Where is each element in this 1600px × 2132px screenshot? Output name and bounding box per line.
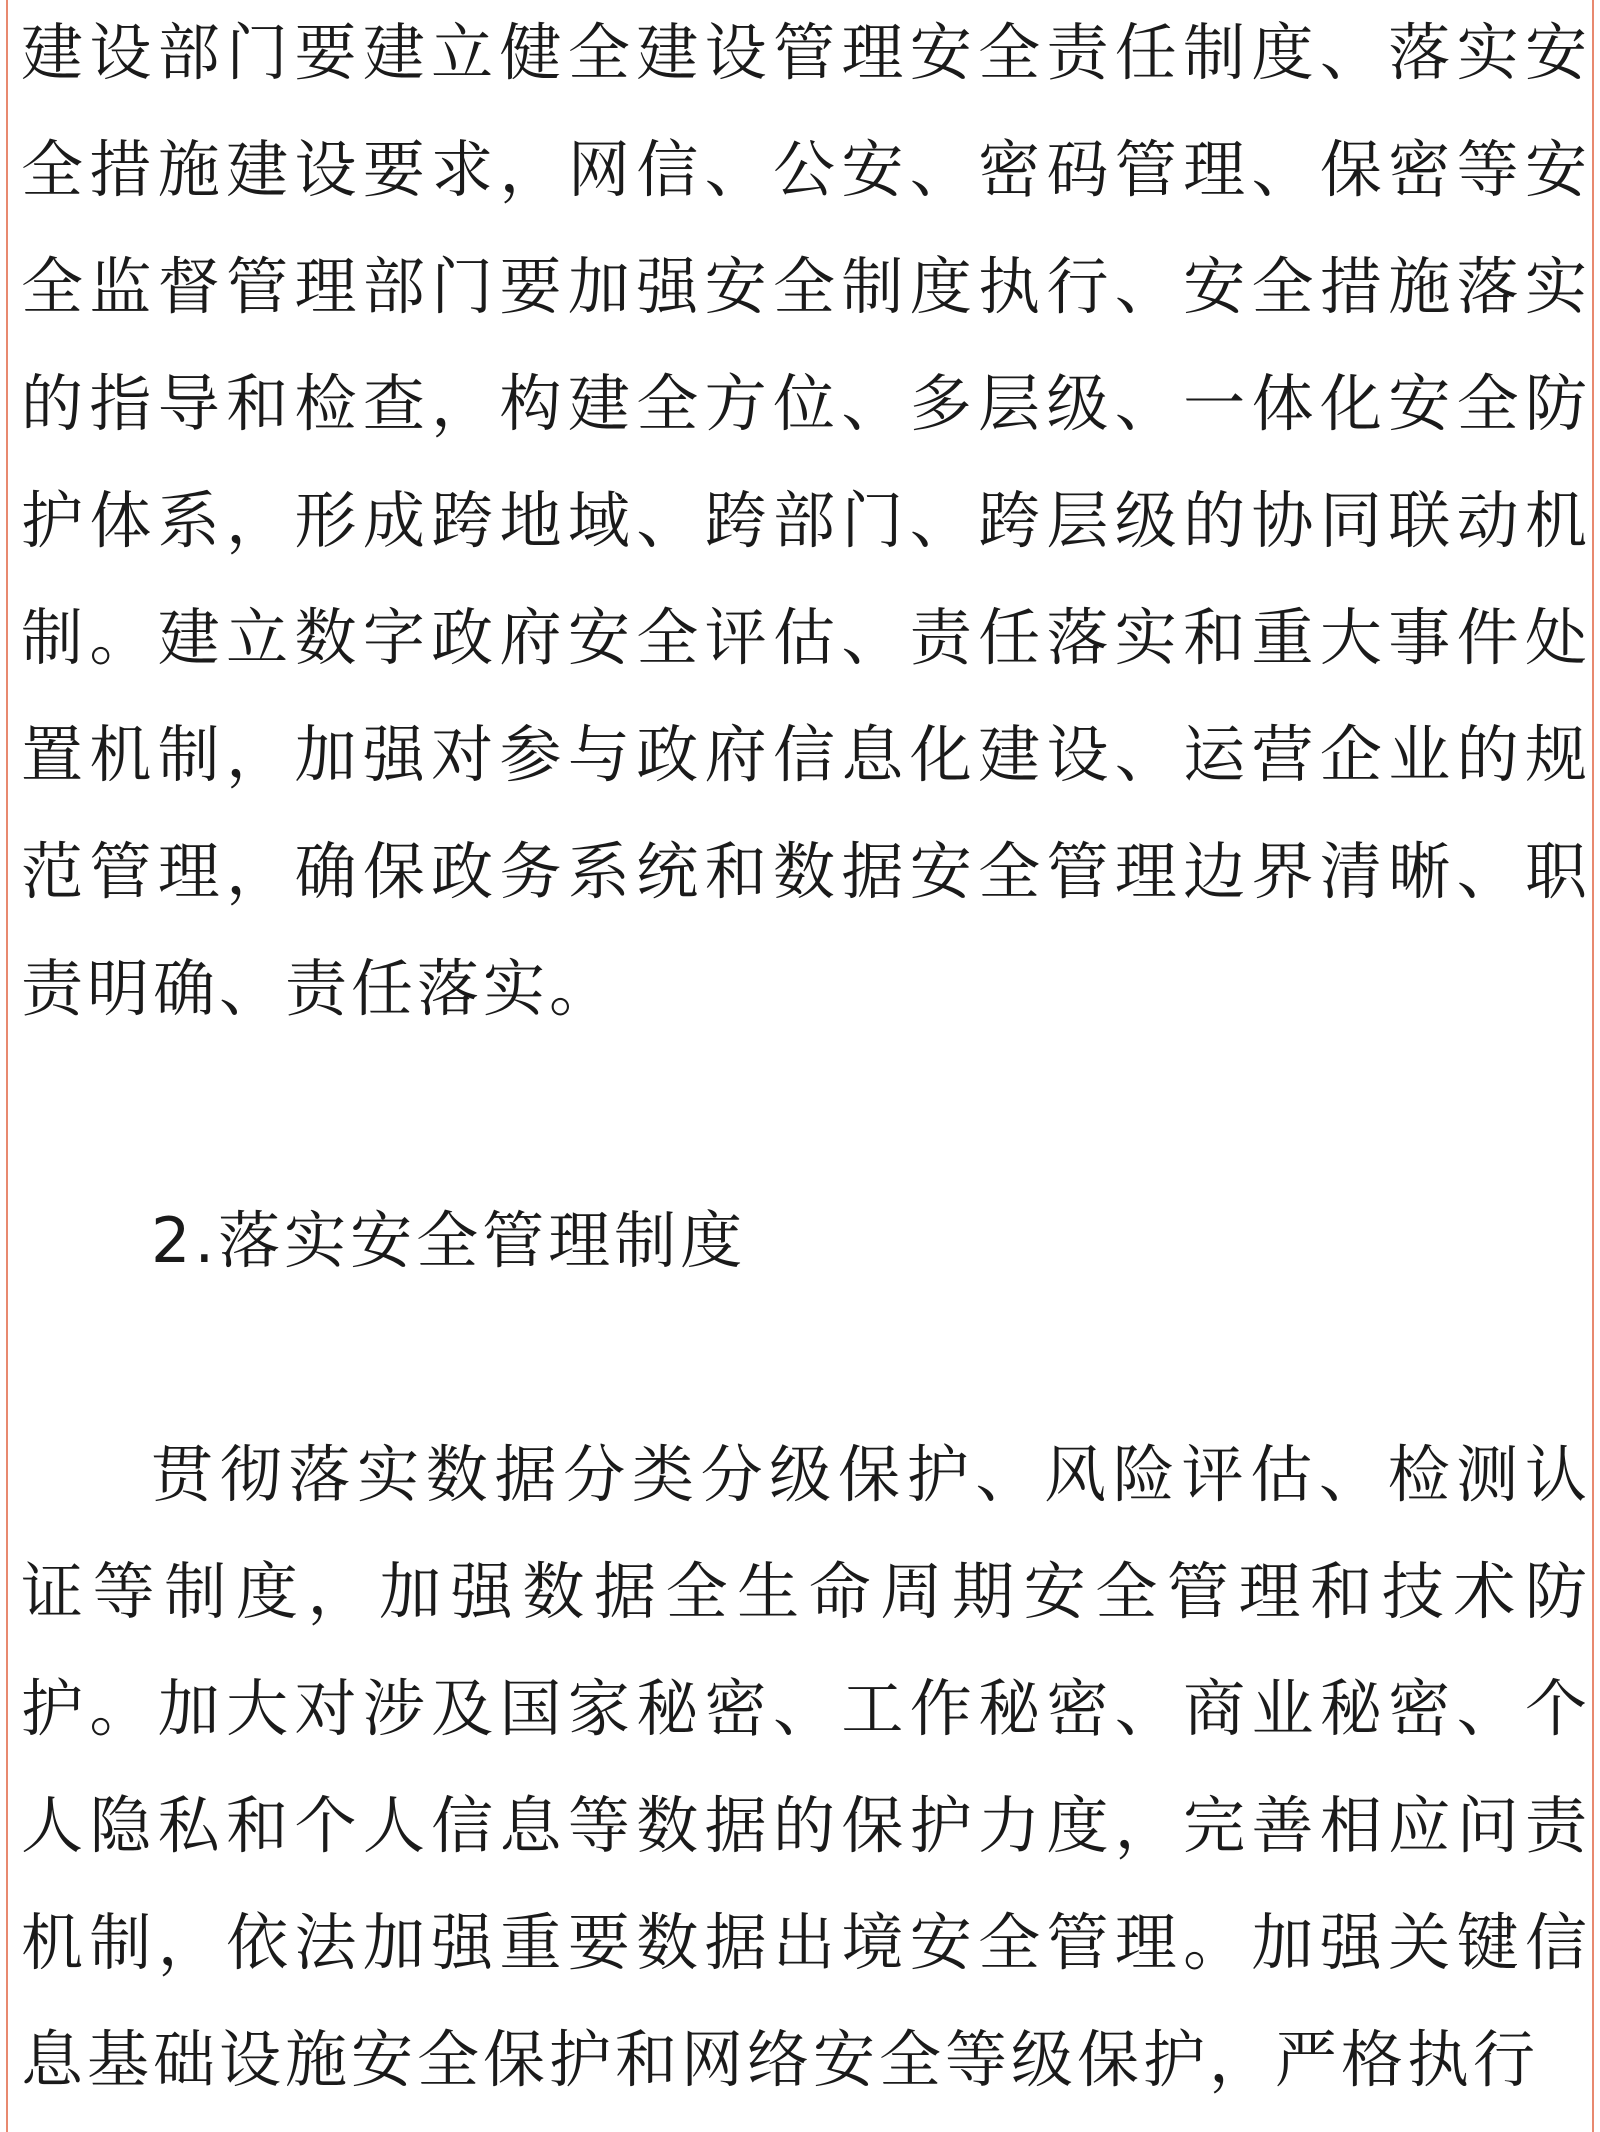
section-heading: 2.落实安全管理制度 — [151, 1204, 747, 1277]
document-page — [6, 0, 1594, 2132]
body-paragraph-1: 建设部门要建立健全建设管理安全责任制度、落实安全措施建设要求，网信、公安、密码管理、保密等安全监督管理部门要加强安全制度执行、安全措施落实的指导和检查，构建全方位、多层级、一体化安全防护体系，形成跨地域、跨部门、跨层级的协同联动机制。建立数字政府安全评估、责任落实和重大事件处置机制，加强对参与政府信息化建设、运营企业的规范管理，确保政务系统和数据安全管理边界清晰、职责明确、责任落实。 — [21, 16, 1591, 1025]
body-paragraph-2: 贯彻落实数据分类分级保护、风险评估、检测认证等制度，加强数据全生命周期安全管理和技术防护。加大对涉及国家秘密、工作秘密、商业秘密、个人隐私和个人信息等数据的保护力度，完善相应问责机制，依法加强重要数据出境安全管理。加强关键信息基础设施安全保护和网络安全等级保护，严格执行 — [21, 1438, 1591, 2096]
